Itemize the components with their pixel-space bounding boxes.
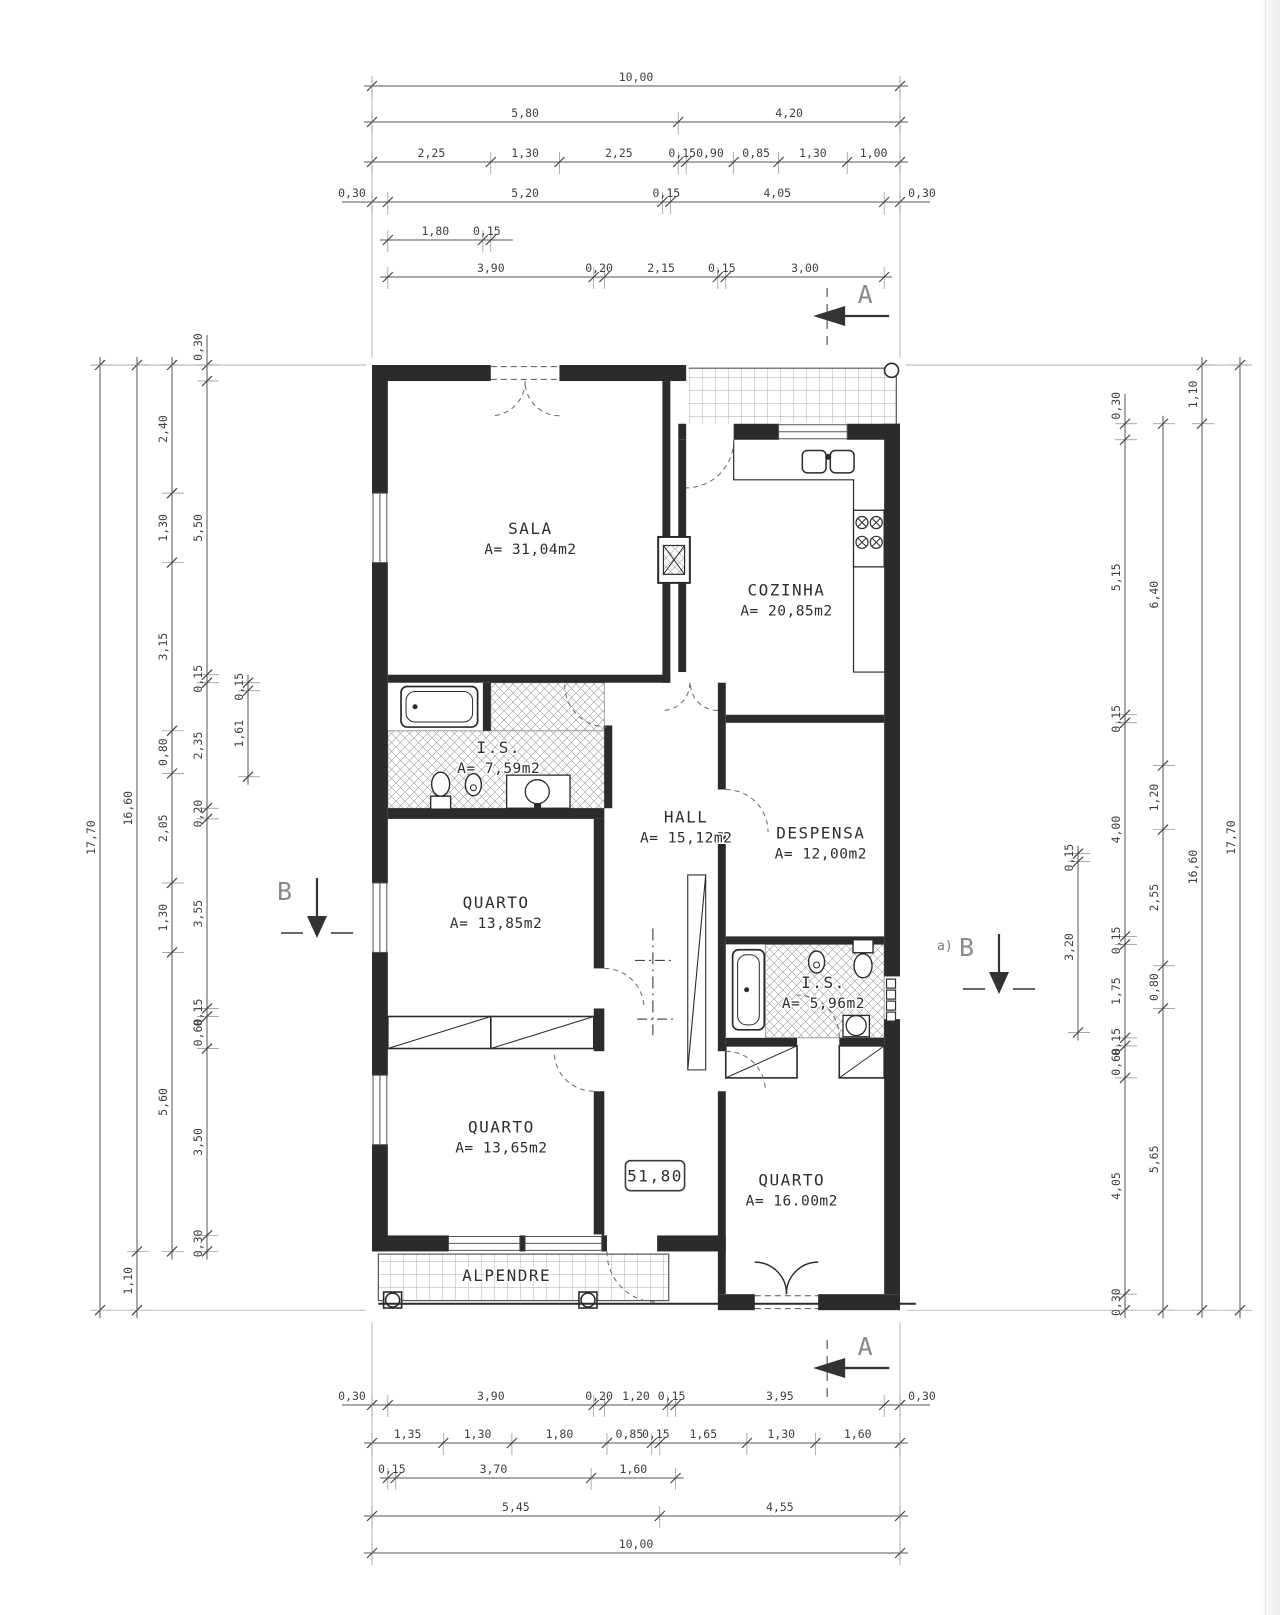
dimension-label: 4,00 [1109,815,1123,844]
glass-block [887,1012,896,1021]
axis-line-ticks [635,960,673,1019]
dimension-label: 0,15 [668,146,697,160]
door-leaf-arc [755,1262,787,1294]
dimension-label: 1,61 [232,719,246,748]
dimension-label: 0,20 [191,799,205,828]
room-area-sala: A= 31,04m2 [484,542,577,559]
dimension-label: 5,50 [191,514,205,542]
wall-segment [718,1091,726,1294]
dimension-label: 4,05 [1109,1172,1123,1200]
glass-block [887,979,896,988]
dimension-label: 3,70 [479,1462,508,1476]
wall-segment [726,1038,797,1046]
section-a-letter: A [857,1332,873,1361]
dimension-label: 3,50 [191,1128,205,1156]
dimension-label: 0,90 [696,146,724,160]
wall-segment [818,1294,900,1310]
wall-segment [594,819,605,969]
wall-segment [718,832,726,1051]
section-a-letter: A [857,280,873,309]
dimension-label: 4,05 [763,186,792,200]
glass-block [887,1001,896,1010]
section-arrow-head [989,972,1009,994]
room-label-is1: I.S. [476,738,521,758]
kitchen-tap [825,454,831,460]
dimension-label: 5,80 [511,106,539,120]
wall-segment [884,1019,900,1294]
dimension-label: 16,60 [1186,849,1200,885]
scan-page-edge-line [1265,0,1266,1615]
kitchen-sink-bowl [830,450,854,472]
dimension-label: 1,20 [1147,783,1161,812]
dimension-label: 1,20 [622,1389,650,1403]
toilet-bowl [432,772,450,796]
dimension-label: 3,20 [1062,933,1076,961]
dimension-label: 0,30 [1109,1288,1123,1317]
wall-segment [594,1008,605,1051]
dimension-label: 2,55 [1147,883,1161,912]
dimension-label: 0,15 [191,998,205,1027]
dimension-label: 1,60 [619,1462,648,1476]
dimension-label: 4,55 [766,1500,794,1514]
dimension-label: 0,30 [338,186,366,200]
wall-segment [839,1038,884,1046]
porch-label: ALPENDRE [462,1265,552,1285]
wall-segment [726,715,884,723]
dimension-label: 0,30 [191,333,205,361]
room-area-quarto2: A= 13,65m2 [455,1140,548,1157]
door-leaf-arc [786,1262,818,1294]
porch-column [581,1293,595,1307]
stair-strip [688,875,706,1070]
dimension-label: 0,30 [1109,391,1123,420]
glass-block [887,990,896,999]
dimension-label: 0,85 [615,1427,644,1441]
dimension-label: 6,40 [1147,580,1161,609]
dimension-label: 2,25 [417,146,446,160]
washbasin [525,780,549,804]
wall-segment [662,583,670,683]
porch-column [386,1293,400,1307]
wall-segment [718,683,726,790]
room-label-despensa: DESPENSA [776,823,866,843]
dimension-label: 1,30 [799,146,827,160]
wall-segment [678,424,686,440]
room-area-despensa: A= 12,00m2 [774,846,867,863]
wall-segment [718,1294,755,1310]
wall-segment [388,675,670,683]
dimension-label: 1,30 [511,146,539,160]
dimension-label: 5,65 [1147,1145,1161,1174]
dimension-label: 17,70 [84,820,98,855]
dimension-label: 0,60 [191,1018,205,1047]
section-b-note: a) [937,939,953,954]
dimension-label: 1,35 [393,1427,422,1441]
terrace-column [885,363,899,377]
dimension-label: 5,60 [156,1088,170,1116]
dimension-label: 3,95 [766,1389,794,1403]
wall-segment [520,1235,525,1251]
dimension-label: 1,30 [156,514,170,542]
section-arrow-head [813,306,845,326]
wall-segment [602,1235,607,1251]
dimension-label: 4,20 [775,106,803,120]
door-swing-arc [686,440,734,488]
room-label-is2: I.S. [801,973,846,993]
dimension-label: 2,05 [156,814,170,843]
dimension-label: 0,15 [1109,704,1123,733]
dimension-label: 0,15 [191,664,205,693]
room-area-quarto3: A= 16.00m2 [745,1193,838,1210]
dimension-label: 2,25 [604,146,633,160]
room-area-is2: A= 5,96m2 [781,996,865,1013]
dimension-label: 0,15 [472,224,501,238]
door-swing-arc [604,968,644,1008]
dimension-label: 0,30 [191,1229,205,1258]
wall-segment [372,365,491,381]
room-label-hall: HALL [663,807,709,827]
dimension-label: 0,15 [1062,843,1076,872]
dimension-label: 0,20 [585,261,613,275]
section-arrow-head [307,916,327,938]
dimension-label: 3,90 [476,261,505,275]
room-label-quarto3: QUARTO [758,1170,826,1190]
dimension-label: 5,20 [511,186,539,200]
room-area-cozinha: A= 20,85m2 [740,603,833,620]
section-b-letter: B [277,877,293,906]
dimension-label: 1,80 [545,1427,574,1441]
dimension-label: 1,30 [767,1427,796,1441]
section-arrow-head [813,1358,845,1378]
dimension-label: 2,15 [647,261,675,275]
dimension-label: 1,60 [843,1427,872,1441]
bathtub [401,686,478,727]
room-label-quarto2: QUARTO [467,1117,535,1137]
dimension-label: 1,75 [1109,977,1123,1005]
dimension-label: 2,40 [156,415,170,443]
wall-segment [388,808,604,819]
room-area-quarto1: A= 13,85m2 [449,916,543,933]
dimension-label: 10,00 [618,70,654,84]
total-area-label: 51,80 [627,1166,683,1186]
dimension-label: 3,90 [476,1389,505,1403]
dimension-label: 5,15 [1109,563,1123,592]
wall-segment [884,424,900,977]
wall-segment [372,952,388,1075]
room-labels [450,519,867,1285]
bathtub-drain [744,987,749,992]
wall-segment [559,365,686,381]
dimension-label: 0,15 [1109,1027,1123,1056]
dimension-label: 0,80 [156,738,170,767]
dimension-label: 0,15 [1109,926,1123,955]
toilet-tank [431,796,451,809]
room-label-sala: SALA [508,519,553,539]
wall-segment [372,365,388,493]
dimension-label: 0,15 [652,186,681,200]
dimension-label: 0,60 [1109,1048,1123,1076]
terrace-tiles [689,368,897,424]
wall-segment [657,1235,726,1251]
room-area-is1: A= 7,59m2 [457,761,541,778]
toilet-tank [853,940,873,953]
entrance-opening [755,1296,818,1309]
wall-segment [594,1091,605,1235]
wall-segment [662,381,670,537]
door-swing-arc [726,790,768,833]
dimension-label: 1,65 [689,1427,718,1441]
dimension-label: 0,30 [908,186,936,200]
dimension-label: 0,15 [377,1462,406,1476]
dimension-label: 3,15 [156,632,170,661]
dimension-label: 0,15 [657,1389,686,1403]
wall-segment [604,725,612,808]
door-swing-arc [554,1051,594,1091]
kitchen-sink-bowl [802,450,826,472]
dimension-label: 0,85 [742,146,770,160]
dimension-label: 1,10 [1186,380,1200,409]
dimension-label: 3,00 [791,261,819,275]
room-area-hall: A= 15,12m2 [640,830,733,847]
bathtub-drain [413,704,418,709]
dimension-label: 0,20 [585,1389,613,1403]
dimension-label: 0,15 [707,261,736,275]
dimension-label: 5,45 [502,1500,530,1514]
wall-segment [734,424,779,440]
dimension-label: 0,15 [232,672,246,701]
wall-segment [372,563,388,883]
wall-segment [372,1235,449,1251]
dimension-label: 1,80 [421,224,450,238]
toilet-bowl [854,954,872,978]
dimension-label: 1,10 [121,1266,135,1295]
dimension-label: 0,30 [338,1389,366,1403]
door-swing-arc [491,381,525,416]
dimension-label: 0,30 [908,1389,936,1403]
dimension-label: 10,00 [618,1537,654,1551]
sala-door-opening [491,367,560,380]
door-swing-arc [662,683,689,711]
room-label-cozinha: COZINHA [747,580,826,600]
door-swing-arc [690,683,717,711]
door-swing-arc [525,381,559,416]
dimension-label: 1,00 [859,146,888,160]
section-b-letter: B [959,933,975,962]
dimension-label: 3,55 [191,899,205,928]
dimension-label: 0,80 [1147,973,1161,1001]
dimension-label: 0,15 [641,1427,670,1441]
washbasin2 [846,1016,866,1036]
wall-segment [483,683,491,731]
dimension-label: 16,60 [121,790,135,826]
dimension-label: 1,30 [156,903,170,932]
dimension-label: 17,70 [1224,820,1238,855]
dimension-label: 2,35 [191,731,205,760]
room-label-quarto1: QUARTO [462,893,530,913]
washbasin-tap [534,804,541,809]
scan-page-edge-shading [1258,0,1280,1615]
dimension-label: 1,30 [463,1427,492,1441]
